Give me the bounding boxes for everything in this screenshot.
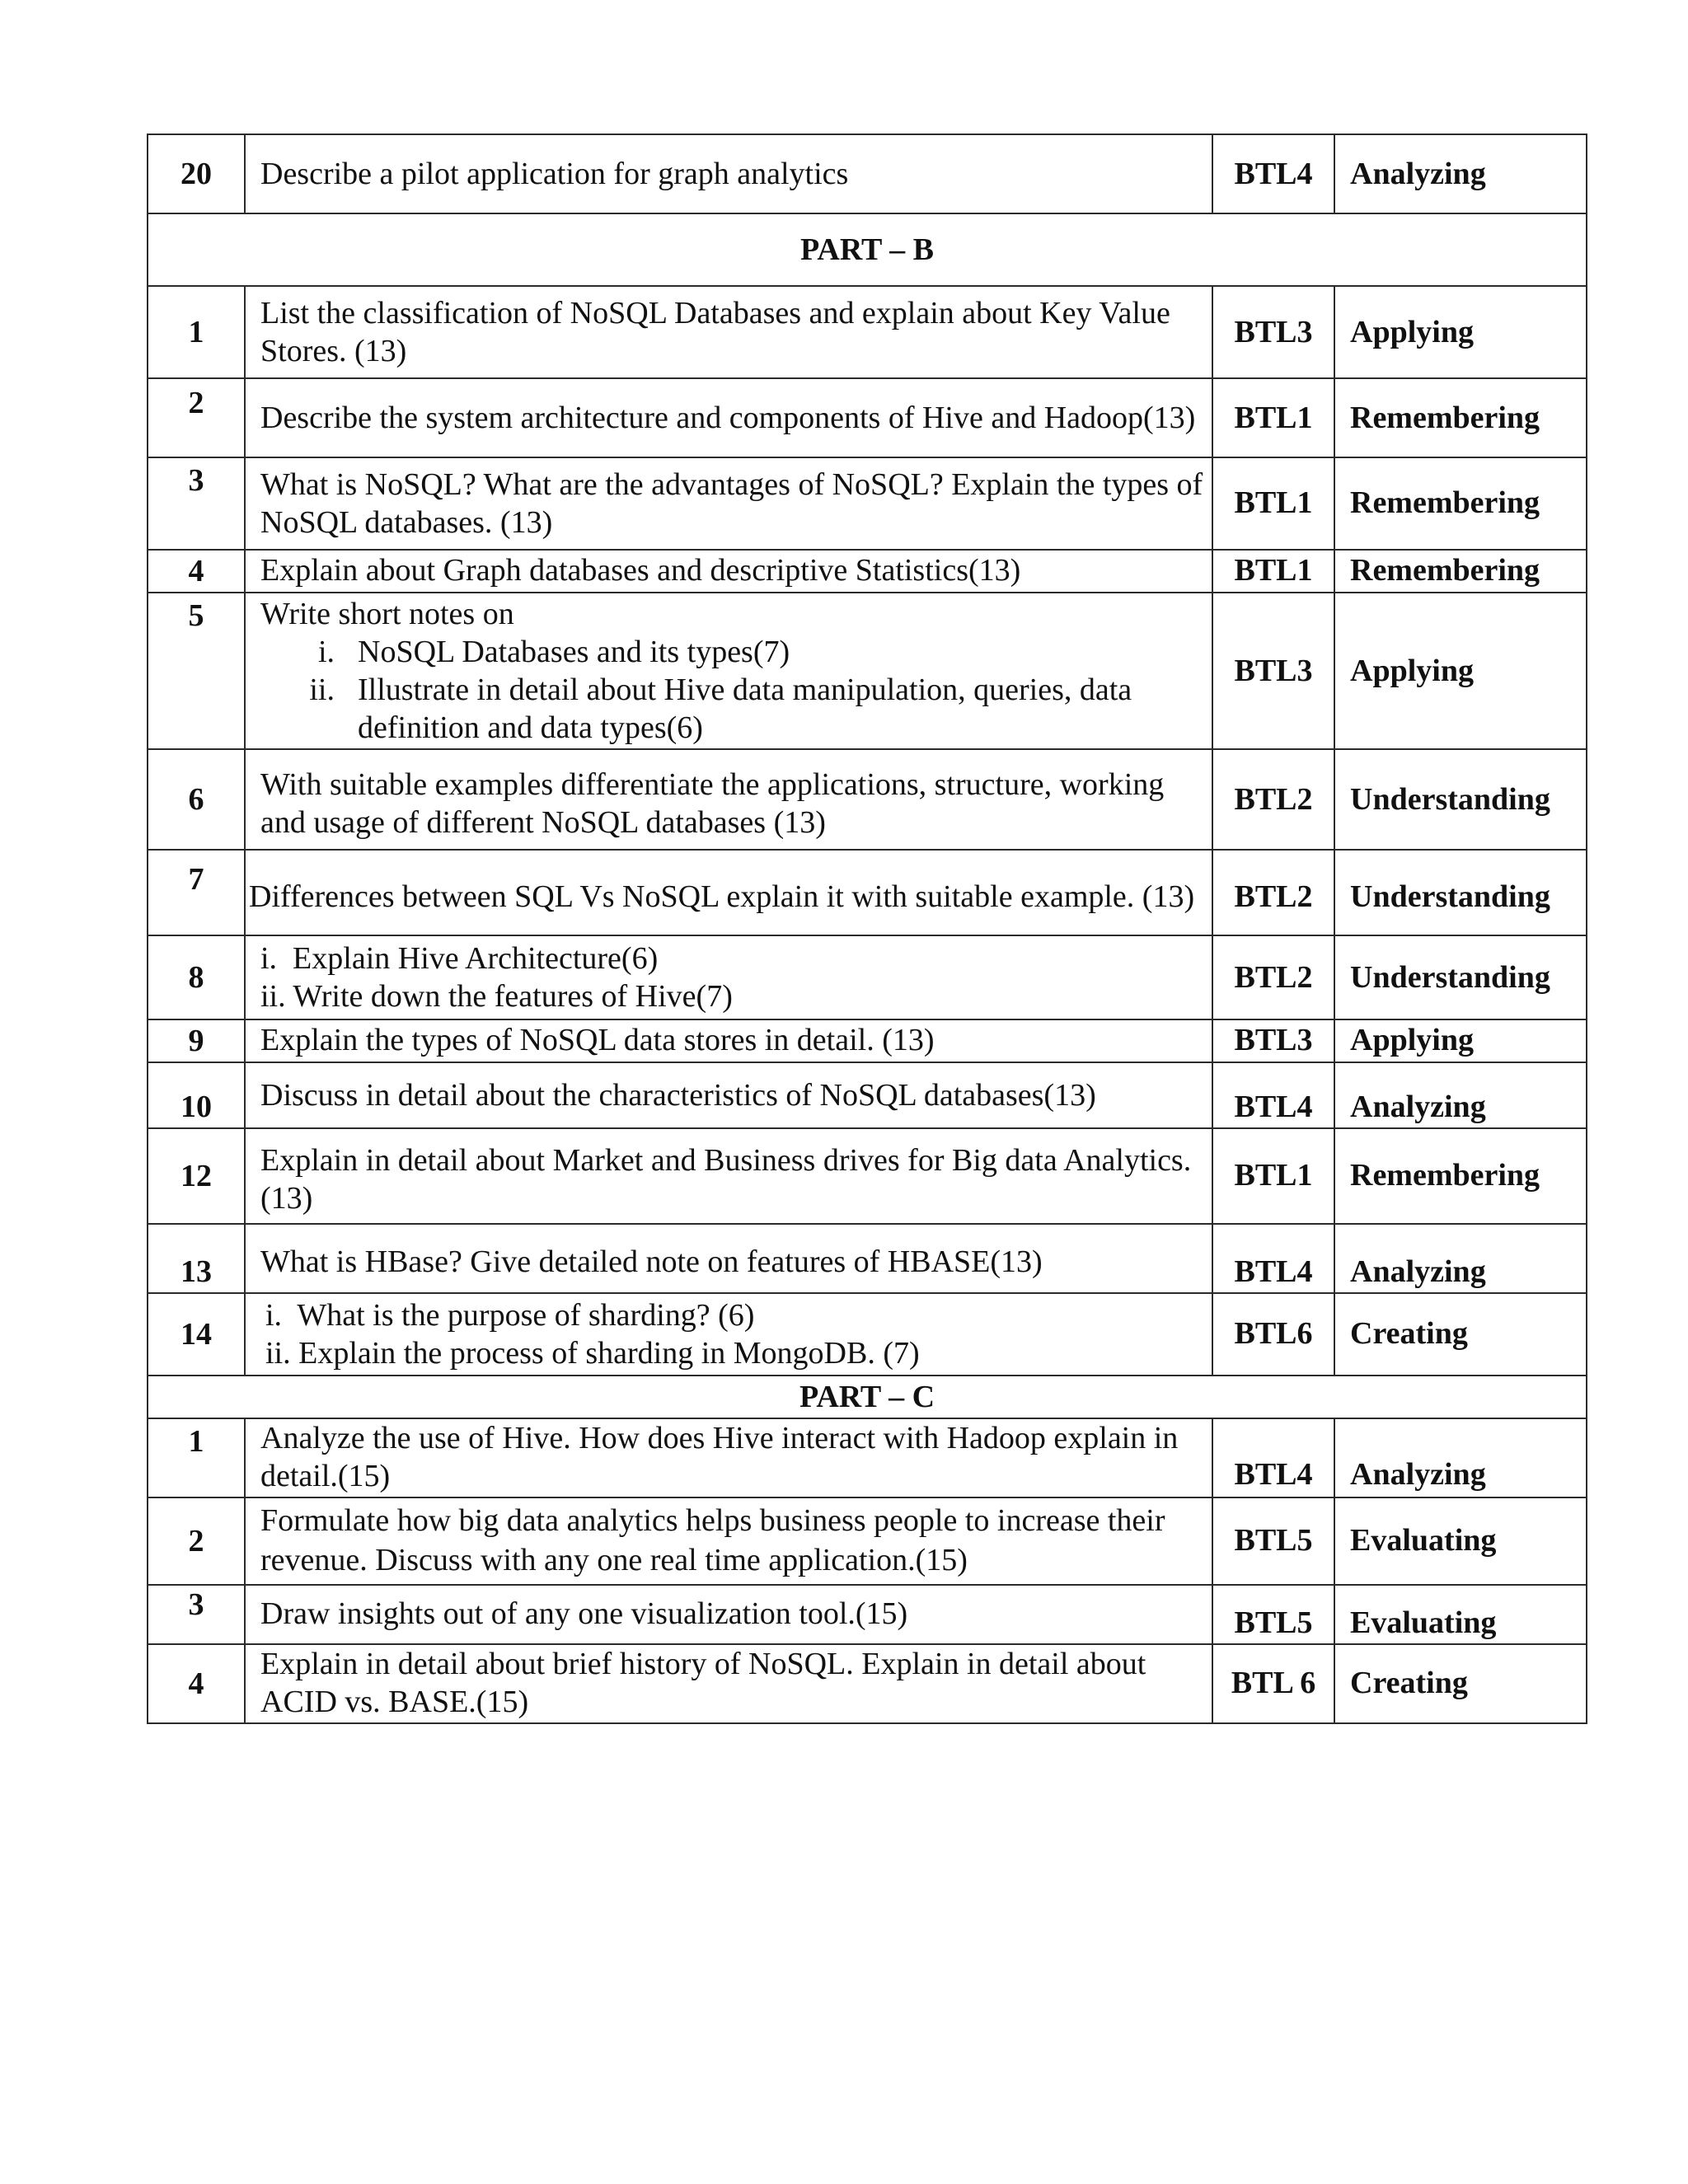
question-number: 9: [148, 1019, 245, 1062]
question-text: List the classification of NoSQL Databases and explain about Key Value Stores. (13): [245, 286, 1212, 378]
question-text: Describe a pilot application for graph analytics: [245, 134, 1212, 213]
question-number: 5: [148, 593, 245, 749]
btl-level: Analyzing: [1334, 1224, 1587, 1293]
question-text: Explain about Graph databases and descriptive Statistics(13): [245, 550, 1212, 593]
btl-level: Creating: [1334, 1644, 1587, 1723]
question-text: Discuss in detail about the characteristics of NoSQL databases(13): [245, 1062, 1212, 1128]
question-bank-table: [147, 134, 1587, 1724]
question-text: Describe the system architecture and components of Hive and Hadoop(13): [245, 378, 1212, 457]
btl-level: Analyzing: [1334, 134, 1587, 213]
table-row: [148, 1062, 1587, 1128]
btl-level: Evaluating: [1334, 1497, 1587, 1585]
btl-level: Understanding: [1334, 935, 1587, 1019]
table-row: [148, 1224, 1587, 1293]
table-row: [148, 550, 1587, 593]
sub-question-text: i. What is the purpose of sharding? (6): [265, 1298, 755, 1333]
sub-question-text: ii. Explain the process of sharding in MongoDB. (7): [265, 1336, 920, 1371]
sub-question-text: NoSQL Databases and its types(7): [358, 635, 790, 669]
sub-question-text: ii. Write down the features of Hive(7): [260, 979, 733, 1014]
question-cell: [245, 1293, 1212, 1376]
question-text: Explain in detail about brief history of NoSQL. Explain in detail about ACID vs. BASE.(15): [245, 1644, 1212, 1723]
btl-code: BTL3: [1212, 1019, 1334, 1062]
btl-code: BTL1: [1212, 378, 1334, 457]
sub-question-marker: ii.: [309, 673, 335, 707]
question-number: 2: [148, 378, 245, 457]
btl-level: Applying: [1334, 1019, 1587, 1062]
sub-question-text: Illustrate in detail about Hive data manipulation, queries, data definition and data types(6): [358, 673, 1132, 745]
btl-code: BTL2: [1212, 850, 1334, 935]
section-title: PART – C: [148, 1376, 1587, 1418]
question-text: With suitable examples differentiate the applications, structure, working and usage of different NoSQL databases (13): [245, 749, 1212, 850]
table-row: [148, 134, 1587, 213]
question-text: Explain the types of NoSQL data stores in detail. (13): [245, 1019, 1212, 1062]
question-text: Analyze the use of Hive. How does Hive interact with Hadoop explain in detail.(15): [245, 1418, 1212, 1497]
question-number: 6: [148, 749, 245, 850]
question-number: 4: [148, 1644, 245, 1723]
question-cell: [245, 935, 1212, 1019]
btl-code: BTL2: [1212, 935, 1334, 1019]
question-number: 4: [148, 550, 245, 593]
table-row: [148, 286, 1587, 378]
question-bank-body: [148, 134, 1587, 1723]
btl-code: BTL6: [1212, 1293, 1334, 1376]
table-row: [148, 935, 1587, 1019]
question-number: 8: [148, 935, 245, 1019]
question-number: 7: [148, 850, 245, 935]
btl-level: Remembering: [1334, 550, 1587, 593]
question-number: 1: [148, 1418, 245, 1497]
question-number: 13: [148, 1224, 245, 1293]
table-row: [148, 457, 1587, 550]
question-text: What is HBase? Give detailed note on features of HBASE(13): [245, 1224, 1212, 1293]
sub-question: [260, 671, 1197, 747]
table-row: [148, 593, 1587, 749]
sub-question: [260, 633, 1197, 671]
question-number: 14: [148, 1293, 245, 1376]
sub-question-marker: i.: [317, 635, 335, 669]
btl-level: Analyzing: [1334, 1418, 1587, 1497]
sub-question-text: i. Explain Hive Architecture(6): [260, 941, 659, 976]
table-row: [148, 1019, 1587, 1062]
btl-code: BTL4: [1212, 1062, 1334, 1128]
btl-code: BTL5: [1212, 1585, 1334, 1644]
table-row: [148, 1497, 1587, 1585]
table-row: [148, 850, 1587, 935]
section-title: PART – B: [148, 213, 1587, 286]
question-text: Write short notes on: [260, 597, 514, 631]
btl-code: BTL4: [1212, 1418, 1334, 1497]
btl-level: Remembering: [1334, 378, 1587, 457]
btl-level: Creating: [1334, 1293, 1587, 1376]
question-cell: [245, 593, 1212, 749]
question-number: 20: [148, 134, 245, 213]
btl-code: BTL3: [1212, 286, 1334, 378]
btl-level: Applying: [1334, 593, 1587, 749]
table-row: [148, 749, 1587, 850]
table-row: [148, 1644, 1587, 1723]
btl-code: BTL1: [1212, 457, 1334, 550]
question-number: 12: [148, 1128, 245, 1224]
question-number: 10: [148, 1062, 245, 1128]
btl-level: Evaluating: [1334, 1585, 1587, 1644]
btl-level: Remembering: [1334, 457, 1587, 550]
btl-code: BTL2: [1212, 749, 1334, 850]
question-text: Differences between SQL Vs NoSQL explain it with suitable example. (13): [245, 850, 1212, 935]
btl-code: BTL1: [1212, 550, 1334, 593]
question-text: Formulate how big data analytics helps business people to increase their revenue. Discuss with any one real time application.(15): [245, 1497, 1212, 1585]
table-row: [148, 1418, 1587, 1497]
btl-code: BTL3: [1212, 593, 1334, 749]
question-number: 2: [148, 1497, 245, 1585]
btl-code: BTL 6: [1212, 1644, 1334, 1723]
btl-code: BTL1: [1212, 1128, 1334, 1224]
table-row: [148, 378, 1587, 457]
question-number: 3: [148, 457, 245, 550]
question-text: Explain in detail about Market and Business drives for Big data Analytics. (13): [245, 1128, 1212, 1224]
btl-code: BTL5: [1212, 1497, 1334, 1585]
section-header-row: [148, 213, 1587, 286]
question-text: Draw insights out of any one visualization tool.(15): [245, 1585, 1212, 1644]
btl-code: BTL4: [1212, 134, 1334, 213]
question-number: 1: [148, 286, 245, 378]
btl-level: Understanding: [1334, 850, 1587, 935]
question-text: What is NoSQL? What are the advantages of NoSQL? Explain the types of NoSQL databases. (13): [245, 457, 1212, 550]
btl-level: Remembering: [1334, 1128, 1587, 1224]
section-header-row: [148, 1376, 1587, 1418]
btl-level: Applying: [1334, 286, 1587, 378]
question-number: 3: [148, 1585, 245, 1644]
table-row: [148, 1128, 1587, 1224]
table-row: [148, 1585, 1587, 1644]
btl-level: Understanding: [1334, 749, 1587, 850]
table-row: [148, 1293, 1587, 1376]
btl-level: Analyzing: [1334, 1062, 1587, 1128]
btl-code: BTL4: [1212, 1224, 1334, 1293]
